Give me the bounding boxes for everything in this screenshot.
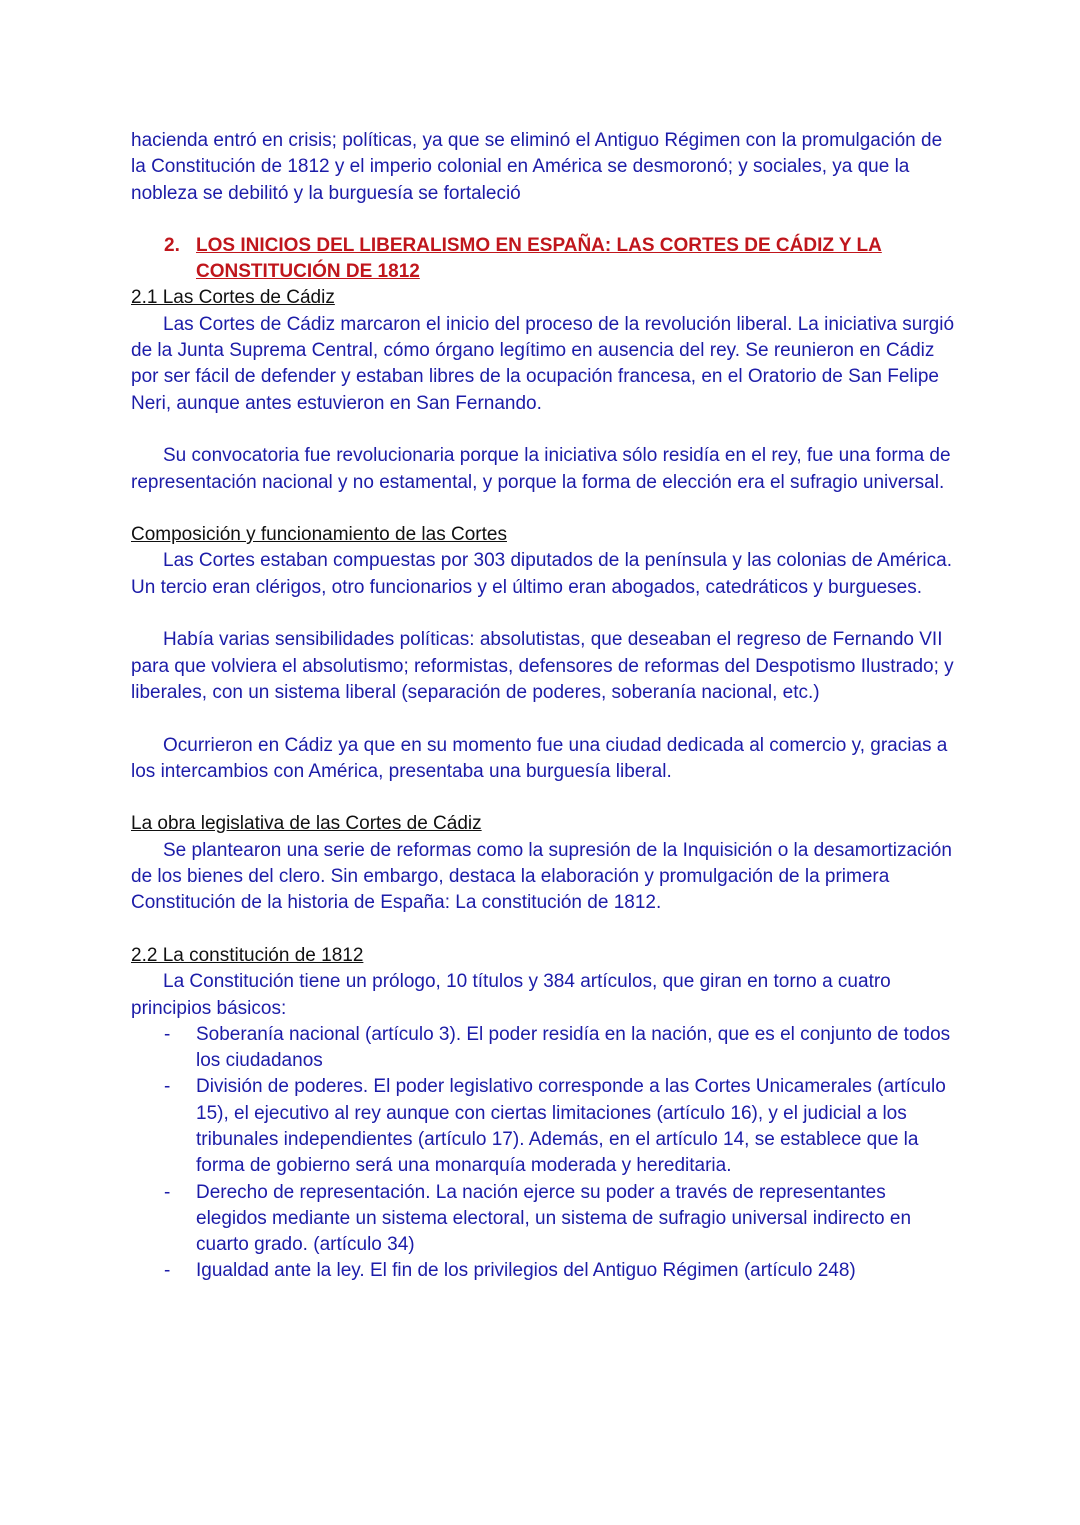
list-bullet: - [164, 1076, 171, 1098]
cortes-paragraph-1: Las Cortes de Cádiz marcaron el inicio del proceso de la revolución liberal. La iniciativa surgió de la Junta Suprema Central, cómo órgano legítimo en ausencia del rey. Se reunieron en Cádiz por ser fácil de defender y estaban libres de la ocupación francesa, en el Oratorio de San Felipe Neri, aunque antes estuvieron en San Fernando. [131, 313, 955, 414]
list-item [131, 1022, 961, 1075]
list-item [131, 1180, 961, 1259]
spacer [131, 496, 961, 522]
section-2-heading [131, 233, 961, 286]
list-item-text: Igualdad ante la ley. El fin de los privilegios del Antiguo Régimen (artículo 248) [196, 1260, 856, 1282]
list-bullet: - [164, 1181, 171, 1203]
spacer [131, 785, 961, 811]
document-body [131, 128, 961, 1285]
obra-legislativa-paragraph: Se plantearon una serie de reformas como la supresión de la Inquisición o la desamortización de los bienes del clero. Sin embargo, destaca la elaboración y promulgación de la primera Constitución de la historia de España: La constitución de 1812. [131, 839, 952, 914]
spacer [131, 917, 961, 943]
spacer [131, 417, 961, 443]
subsection-2-1-title: 2.1 Las Cortes de Cádiz [131, 287, 335, 309]
list-item-text: Soberanía nacional (artículo 3). El poder residía en la nación, que es el conjunto de todos los ciudadanos [196, 1023, 951, 1072]
list-item-text: Derecho de representación. La nación ejerce su poder a través de representantes elegidos mediante un sistema electoral, un sistema de sufragio universal indirecto en cuarto grado. (artículo 34) [196, 1181, 912, 1256]
composicion-paragraph-3: Ocurrieron en Cádiz ya que en su momento fue una ciudad dedicada al comercio y, gracias a los intercambios con América, presentaba una burguesía liberal. [131, 734, 948, 782]
intro-paragraph: hacienda entró en crisis; políticas, ya que se eliminó el Antiguo Régimen con la promulgación de la Constitución de 1812 y el imperio colonial en América se desmoronó; y sociales, ya que la nobleza se debilitó y la burguesía se fortaleció [131, 130, 943, 204]
spacer [131, 601, 961, 627]
composicion-paragraph-1: Las Cortes estaban compuestas por 303 diputados de la península y las colonias de América. Un tercio eran clérigos, otro funcionarios y el último eran abogados, catedráticos y burgueses. [131, 550, 952, 598]
list-item-text: División de poderes. El poder legislativo corresponde a las Cortes Unicamerales (artículo 15), el ejecutivo al rey aunque con ciertas limitaciones (artículo 16), y el judicial a los tribunales independientes (artículo 17). Además, en el artículo 14, se establece que la forma de gobierno será una monarquía moderada y hereditaria. [196, 1076, 946, 1177]
spacer [131, 706, 961, 732]
subsection-2-2-title: 2.2 La constitución de 1812 [131, 944, 364, 966]
list-bullet: - [164, 1260, 171, 1282]
section-2-number: 2. [164, 234, 180, 256]
list-bullet: - [164, 1023, 171, 1045]
composicion-title: Composición y funcionamiento de las Cortes [131, 524, 507, 546]
principles-list [131, 1022, 961, 1285]
section-2-title: LOS INICIOS DEL LIBERALISMO EN ESPAÑA: LAS CORTES DE CÁDIZ Y LA CONSTITUCIÓN DE 1812 [196, 234, 882, 283]
composicion-paragraph-2: Había varias sensibilidades políticas: absolutistas, que deseaban el regreso de Fernando VII para que volviera el absolutismo; reformistas, defensores de reformas del Despotismo Ilustrado; y liberales, con un sistema liberal (separación de poderes, soberanía nacional, etc.) [131, 629, 954, 703]
obra-legislativa-title: La obra legislativa de las Cortes de Cádiz [131, 813, 482, 835]
cortes-paragraph-2: Su convocatoria fue revolucionaria porque la iniciativa sólo residía en el rey, fue una forma de representación nacional y no estamental, y porque la forma de elección era el sufragio universal. [131, 445, 951, 493]
constitucion-paragraph: La Constitución tiene un prólogo, 10 títulos y 384 artículos, que giran en torno a cuatro principios básicos: [131, 971, 891, 1019]
list-item [131, 1258, 961, 1284]
list-item [131, 1074, 961, 1179]
